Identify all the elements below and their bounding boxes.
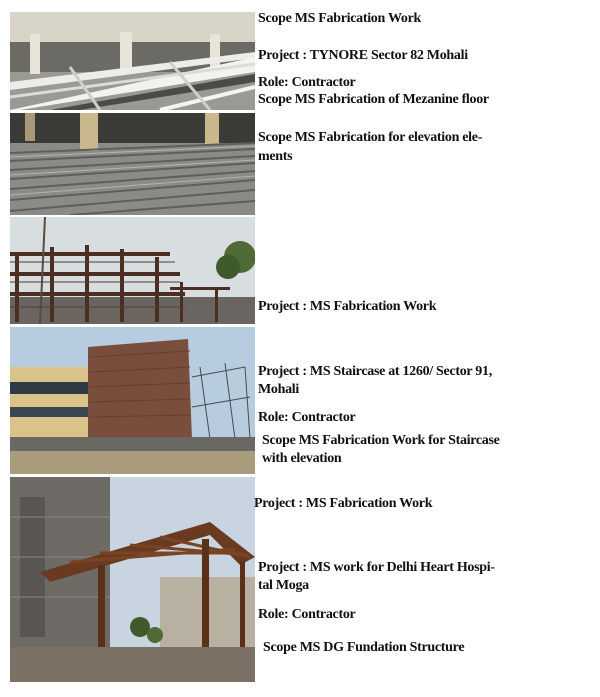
section-4-project-cont: tal Moga: [258, 578, 309, 593]
staircase-elevation-photo: [10, 327, 255, 474]
section-4-project-title: Project : MS Fabrication Work: [254, 496, 433, 511]
dg-foundation-structure-photo: [10, 477, 255, 682]
section-2-scope: Scope MS Fabrication for elevation ele-: [258, 130, 483, 145]
section-1-scope-detail: Scope MS Fabrication of Mezanine floor: [258, 92, 489, 107]
mezzanine-frame-photo: [10, 12, 255, 110]
section-2-scope-cont: ments: [258, 149, 293, 164]
section-3-scope: Scope MS Fabrication Work for Staircase: [262, 433, 500, 448]
section-2-project: Project : MS Fabrication Work: [258, 299, 437, 314]
section-3-project-cont: Mohali: [258, 382, 299, 397]
section-1-project: Project : TYNORE Sector 82 Mohali: [258, 48, 468, 63]
section-4-scope: Scope MS DG Fundation Structure: [263, 640, 465, 655]
section-4-project: Project : MS work for Delhi Heart Hospi-: [258, 560, 495, 575]
section-3-scope-cont: with elevation: [262, 451, 342, 466]
section-1-scope: Scope MS Fabrication Work: [258, 11, 421, 26]
corrugated-roof-photo: [10, 113, 255, 215]
section-4-role: Role: Contractor: [258, 607, 356, 622]
steel-building-frame-photo: [10, 217, 255, 324]
section-1-role: Role: Contractor: [258, 75, 356, 90]
section-3-role: Role: Contractor: [258, 410, 356, 425]
section-3-project: Project : MS Staircase at 1260/ Sector 91,: [258, 364, 492, 379]
